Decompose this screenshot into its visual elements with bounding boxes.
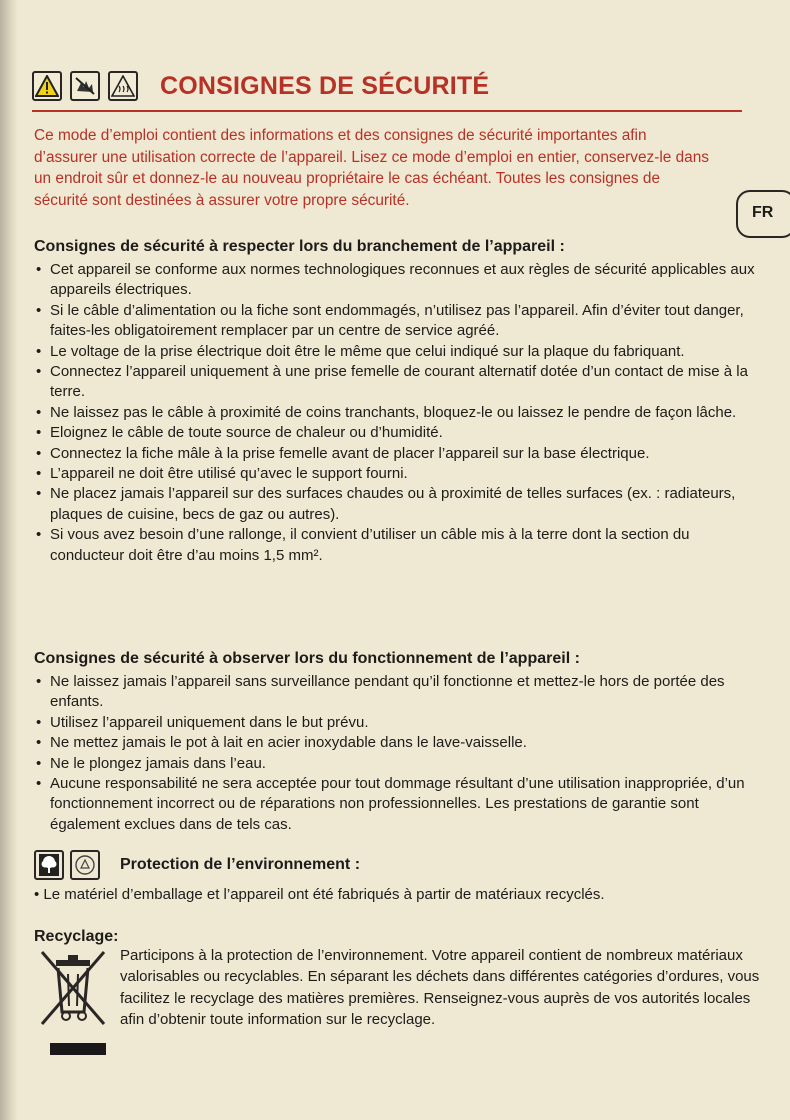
environment-header: [34, 850, 360, 880]
list-item: • Utilisez l’appareil uniquement dans le but prévu.: [36, 713, 369, 731]
branchement-list: [34, 260, 764, 566]
recycle-icon: [70, 850, 100, 880]
list-item: • Connectez la fiche mâle à la prise femelle avant de placer l’appareil sur la base électrique.: [36, 444, 650, 462]
intro-paragraph: Ce mode d’emploi contient des informations et des consignes de sécurité importantes afin d’assurer une utilisation correcte de l’appareil. Lisez ce mode d’emploi en entier, conservez-le dans un endroit sûr et donnez-le au nouveau propriétaire le cas échéant. Toutes les consignes de sécurité sont destinées à assurer votre propre sécurité.: [34, 127, 709, 209]
language-tab: [736, 190, 790, 238]
list-item: • Aucune responsabilité ne sera acceptée pour tout dommage résultant d’une utilisation inappropriée, d’un fonctionnement incorrect ou de réparations non professionnelles. Les prestations de garantie sont également exclues dans de tels cas.: [36, 775, 745, 833]
page-title: CONSIGNES DE SÉCURITÉ: [160, 71, 490, 100]
language-tab-label: FR: [752, 204, 774, 221]
section-header: [32, 64, 742, 112]
list-item: • Si vous avez besoin d’une rallonge, il convient d’utiliser un câble mis à la terre dont la section du conducteur doit être d’au moins 1,5 mm².: [36, 526, 690, 564]
list-item: • Le voltage de la prise électrique doit être le même que celui indiqué sur la plaque du fabriquant.: [36, 342, 685, 360]
list-item: • Cet appareil se conforme aux normes technologiques reconnues et aux règles de sécurité applicables aux appareils électriques.: [36, 261, 755, 299]
fonctionnement-list: [34, 672, 764, 835]
hot-surface-icon: [108, 71, 138, 101]
list-item: • Eloignez le câble de toute source de chaleur ou d’humidité.: [36, 424, 443, 442]
list-item: • Ne mettez jamais le pot à lait en acier inoxydable dans le lave-vaisselle.: [36, 734, 527, 752]
list-item: • Ne laissez jamais l’appareil sans surveillance pendant qu’il fonctionne et mettez-le hors de portée des enfants.: [36, 673, 725, 711]
tree-icon: [34, 850, 64, 880]
list-item: • Ne laissez pas le câble à proximité de coins tranchants, bloquez-le ou laissez le pendre de façon lâche.: [36, 403, 737, 421]
list-item: • Le matériel d’emballage et l’appareil ont été fabriqués à partir de matériaux recyclés.: [34, 886, 605, 903]
list-item: • Ne placez jamais l’appareil sur des surfaces chaudes ou à proximité de telles surfaces (ex. : radiateurs, plaques de cuisine, becs de gaz ou autres).: [36, 485, 736, 523]
page-spine-shadow: [0, 0, 18, 1120]
section-branchement: [34, 236, 764, 566]
section-fonctionnement: [34, 648, 764, 835]
recycling-heading: Recyclage:: [34, 928, 119, 945]
list-item: • Ne le plongez jamais dans l’eau.: [36, 754, 266, 772]
list-item: • Si le câble d’alimentation ou la fiche sont endommagés, n’utilisez pas l’appareil. Afin d’éviter tout danger, faites-les obligatoirement remplacer par un centre de service agréé.: [36, 301, 744, 340]
environment-heading: Protection de l’environnement :: [120, 856, 361, 873]
fonctionnement-heading: Consignes de sécurité à observer lors du fonctionnement de l’appareil :: [34, 650, 580, 667]
crossed-bin-icon: [38, 950, 108, 1033]
warning-triangle-icon: [32, 71, 62, 101]
list-item: • L’appareil ne doit être utilisé qu’avec le support fourni.: [36, 465, 408, 483]
list-item: • Connectez l’appareil uniquement à une prise femelle de courant alternatif dotée d’un contact de mise à la terre.: [36, 363, 748, 401]
weee-bar: [50, 1043, 106, 1055]
branchement-heading: Consignes de sécurité à respecter lors du branchement de l’appareil :: [34, 238, 565, 255]
title-rule: [32, 110, 742, 112]
no-hands-icon: [70, 71, 100, 101]
recycling-paragraph: Participons à la protection de l’environnement. Votre appareil contient de nombreux matériaux valorisables ou recyclables. En séparant les déchets dans différentes catégories d’ordures, vous facilitez le recyclage des matières premières. Renseignez-vous auprès de vos autorités locales afin d’obtenir toute information sur le recyclage.: [120, 947, 760, 1029]
